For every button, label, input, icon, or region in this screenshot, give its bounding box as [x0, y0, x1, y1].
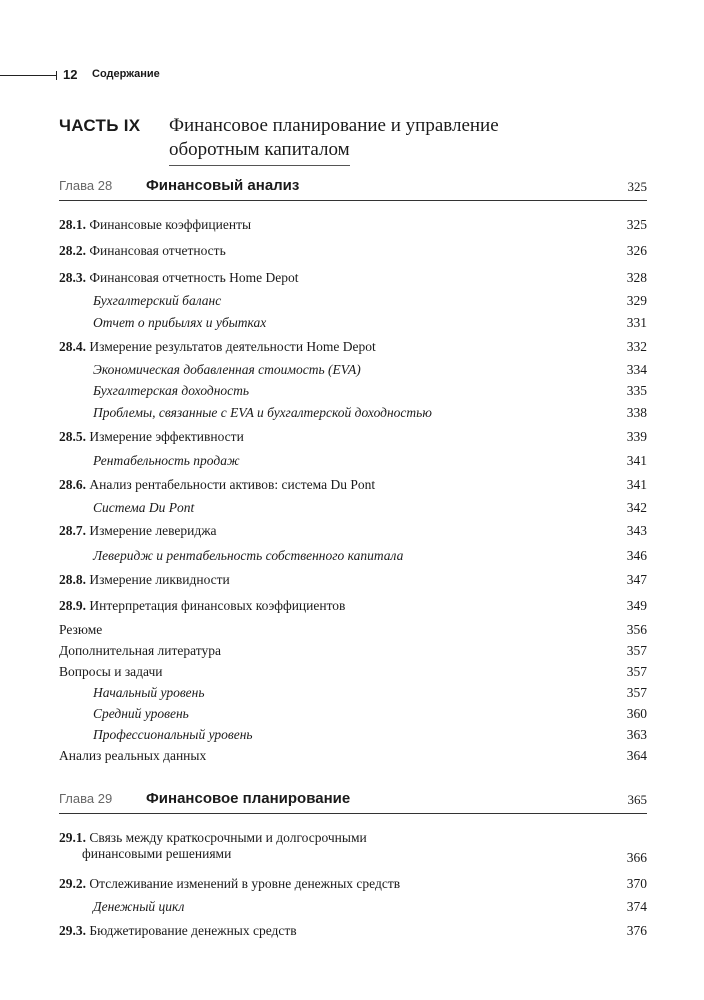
section-number: 28.1.	[59, 217, 86, 232]
entry-page: 357	[626, 643, 647, 658]
toc-entry	[59, 643, 647, 659]
toc-entry	[59, 572, 647, 588]
page-number: 12	[63, 67, 78, 82]
chapter-heading	[59, 791, 647, 814]
toc-subentry	[59, 453, 647, 469]
entry-title: Рентабельность продаж	[93, 453, 240, 468]
header-rule	[0, 75, 56, 76]
entry-title-continued: финансовыми решениями	[82, 846, 232, 861]
section-number: 28.8.	[59, 572, 86, 587]
section-number: 28.4.	[59, 339, 86, 354]
entry-page: 376	[626, 923, 647, 938]
header-tick	[56, 71, 57, 80]
entry-title: Резюме	[59, 622, 103, 637]
entry-page: 325	[626, 217, 647, 232]
entry-title: Финансовая отчетность Home Depot	[89, 270, 299, 285]
toc-entry	[59, 523, 647, 539]
toc-entry	[59, 664, 647, 680]
section-number: 28.7.	[59, 523, 86, 538]
part-title	[169, 114, 499, 166]
toc-entry	[59, 339, 647, 355]
entry-page: 332	[626, 339, 647, 354]
toc-entry	[59, 923, 647, 939]
page-header	[0, 66, 260, 86]
toc-subentry	[59, 500, 647, 516]
entry-title: Бюджетирование денежных средств	[89, 923, 297, 938]
chapter-title: Финансовое планирование	[146, 790, 351, 807]
toc-subentry	[59, 685, 647, 701]
section-number: 28.5.	[59, 429, 86, 444]
entry-title: Анализ рентабельности активов: система Du Pont	[89, 477, 376, 492]
section-number: 28.3.	[59, 270, 86, 285]
entry-page: 357	[626, 664, 647, 679]
entry-title: Измерение результатов деятельности Home Depot	[89, 339, 376, 354]
entry-page: 364	[626, 748, 647, 763]
entry-title: Бухгалтерский баланс	[93, 293, 222, 308]
toc-entry	[59, 830, 647, 865]
toc-subentry	[59, 727, 647, 743]
entry-page: 356	[626, 622, 647, 637]
entry-page: 326	[626, 243, 647, 258]
entry-page: 328	[626, 270, 647, 285]
entry-title: Отслеживание изменений в уровне денежных средств	[89, 876, 401, 891]
entry-title: Измерение эффективности	[89, 429, 244, 444]
part-title-line2: оборотным капиталом	[169, 138, 350, 166]
entry-page: 343	[626, 523, 647, 538]
toc-entry	[59, 270, 647, 286]
entry-title: Профессиональный уровень	[93, 727, 253, 742]
entry-page: 346	[626, 548, 647, 563]
toc-subentry	[59, 899, 647, 915]
entry-title: Вопросы и задачи	[59, 664, 163, 679]
entry-page: 329	[626, 293, 647, 308]
entry-title: Измерение левериджа	[89, 523, 217, 538]
chapter-title: Финансовый анализ	[146, 177, 300, 194]
entry-title: Измерение ликвидности	[89, 572, 230, 587]
entry-page: 374	[626, 899, 647, 914]
part-title-line1: Финансовое планирование и управление	[169, 115, 499, 136]
running-header-title: Содержание	[92, 68, 160, 80]
toc-entry	[59, 748, 647, 764]
toc-entry	[59, 217, 647, 233]
chapter-page: 365	[627, 792, 647, 807]
entry-page: 347	[626, 572, 647, 587]
section-number: 29.3.	[59, 923, 86, 938]
toc-subentry	[59, 362, 647, 378]
section-number: 28.6.	[59, 477, 86, 492]
entry-page: 341	[626, 477, 647, 492]
entry-page: 334	[626, 362, 647, 377]
toc-entry	[59, 876, 647, 892]
entry-title: Финансовая отчетность	[89, 243, 226, 258]
toc-entry	[59, 622, 647, 638]
toc-subentry	[59, 548, 647, 564]
entry-page: 357	[626, 685, 647, 700]
toc-subentry	[59, 405, 647, 421]
entry-title: Отчет о прибылях и убытках	[93, 315, 267, 330]
section-number: 29.2.	[59, 876, 86, 891]
toc-subentry	[59, 383, 647, 399]
entry-page: 341	[626, 453, 647, 468]
entry-title: Дополнительная литература	[59, 643, 221, 658]
chapter-heading	[59, 178, 647, 201]
entry-page: 342	[626, 500, 647, 515]
toc-entry	[59, 477, 647, 493]
entry-title: Бухгалтерская доходность	[93, 383, 250, 398]
entry-page: 339	[626, 429, 647, 444]
toc-subentry	[59, 706, 647, 722]
section-number: 28.2.	[59, 243, 86, 258]
entry-page: 338	[626, 405, 647, 420]
entry-title: Проблемы, связанные с EVA и бухгалтерской доходностью	[93, 405, 432, 420]
entry-title: Экономическая добавленная стоимость (EVA)	[93, 362, 361, 377]
chapter-label: Глава 28	[59, 178, 113, 193]
entry-page: 331	[626, 315, 647, 330]
entry-page: 370	[626, 876, 647, 891]
toc-subentry	[59, 315, 647, 331]
entry-title: Связь между краткосрочными и долгосрочными	[89, 830, 367, 845]
toc-entry	[59, 243, 647, 259]
entry-title: Финансовые коэффициенты	[89, 217, 252, 232]
entry-page: 335	[626, 383, 647, 398]
chapter-label: Глава 29	[59, 791, 113, 806]
entry-title: Анализ реальных данных	[59, 748, 207, 763]
entry-page: 360	[626, 706, 647, 721]
entry-title: Система Du Pont	[93, 500, 195, 515]
entry-title: Интерпретация финансовых коэффициентов	[89, 598, 346, 613]
section-number: 29.1.	[59, 830, 86, 845]
entry-page: 366	[626, 850, 647, 865]
entry-title: Леверидж и рентабельность собственного капитала	[93, 548, 404, 563]
chapter-page: 325	[627, 179, 647, 194]
toc-entry	[59, 429, 647, 445]
entry-title: Начальный уровень	[93, 685, 205, 700]
section-number: 28.9.	[59, 598, 86, 613]
entry-page: 349	[626, 598, 647, 613]
entry-page: 363	[626, 727, 647, 742]
entry-title: Средний уровень	[93, 706, 189, 721]
toc-entry	[59, 598, 647, 614]
entry-title: Денежный цикл	[93, 899, 185, 914]
toc-subentry	[59, 293, 647, 309]
part-label: ЧАСТЬ IX	[59, 116, 141, 135]
